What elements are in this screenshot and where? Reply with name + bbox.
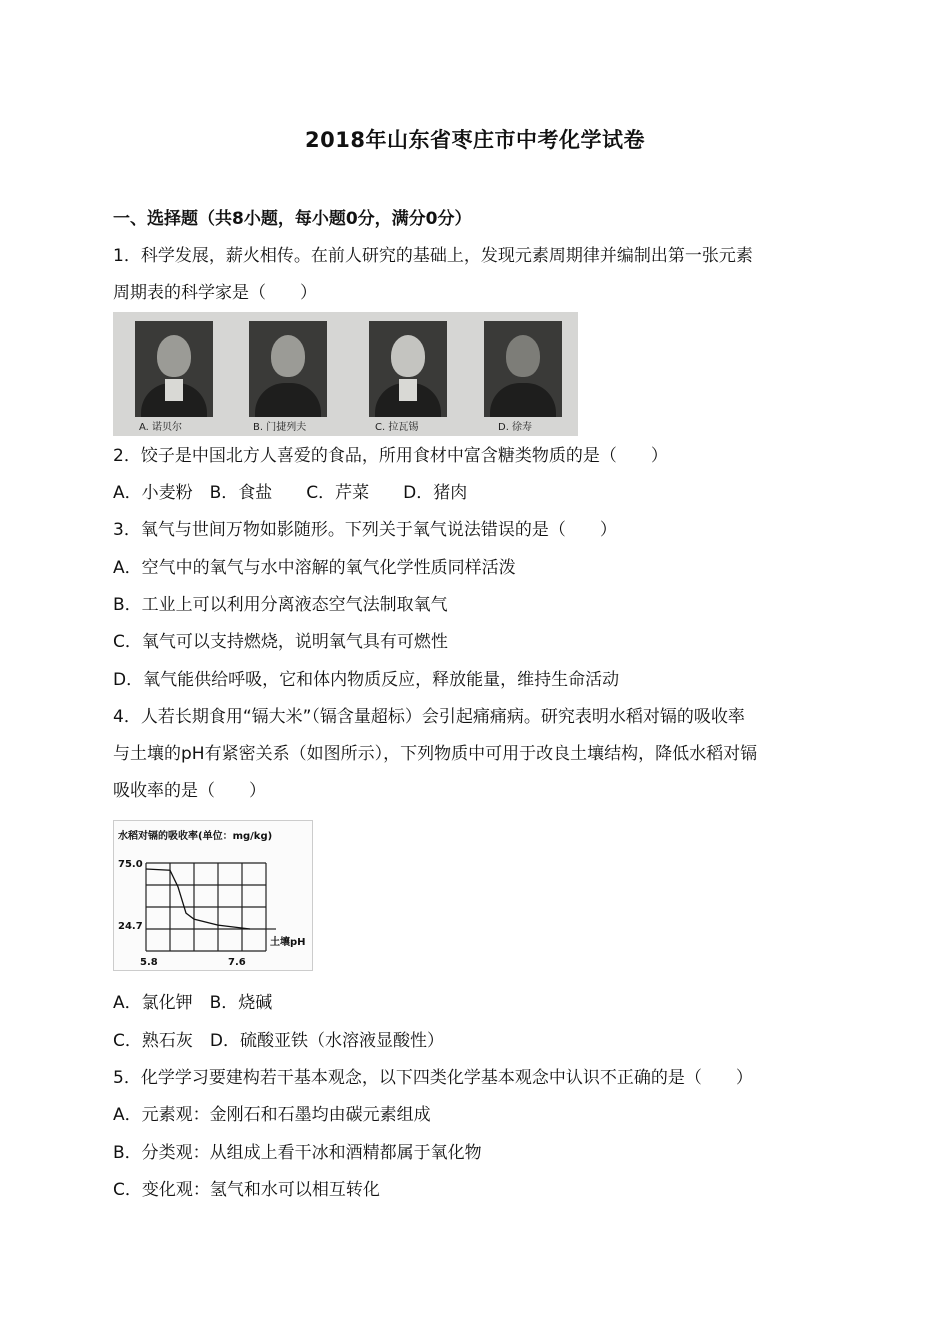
q4-stem-line2: 与土壤的pH有紧密关系（如图所示），下列物质中可用于改良土壤结构，降低水稻对镉 (113, 744, 758, 764)
q1-stem-line2: 周期表的科学家是（ ） (113, 283, 317, 303)
q2-stem: 2．饺子是中国北方人喜爱的食品，所用食材中富含糖类物质的是（ ） (113, 446, 668, 466)
portrait-a (135, 321, 213, 417)
q5-option-c: C．变化观：氢气和水可以相互转化 (113, 1180, 380, 1200)
portrait-b (249, 321, 327, 417)
y-tick-high: 75.0 (118, 859, 143, 870)
q4-options-cd: C．熟石灰 D．硫酸亚铁（水溶液显酸性） (113, 1031, 444, 1051)
q3-stem: 3．氧气与世间万物如影随形。下列关于氧气说法错误的是（ ） (113, 520, 617, 540)
q4-stem-line3: 吸收率的是（ ） (113, 781, 266, 801)
chart-plot (114, 821, 314, 972)
q3-option-c: C．氧气可以支持燃烧，说明氧气具有可燃性 (113, 632, 448, 652)
q2-options: A．小麦粉 B．食盐 C．芹菜 D．猪肉 (113, 483, 468, 503)
section-heading: 一、选择题（共8小题，每小题0分，满分0分） (113, 209, 472, 229)
chart-grid (146, 863, 276, 951)
q4-options-ab: A．氯化钾 B．烧碱 (113, 993, 273, 1013)
q5-option-b: B．分类观：从组成上看干冰和酒精都属于氧化物 (113, 1143, 482, 1163)
q5-stem: 5．化学学习要建构若干基本观念，以下四类化学基本观念中认识不正确的是（ ） (113, 1068, 753, 1088)
portrait-c-caption: C. 拉瓦锡 (375, 422, 419, 433)
q3-option-a: A．空气中的氧气与水中溶解的氧气化学性质同样活泼 (113, 558, 516, 578)
scientist-portraits (113, 312, 578, 436)
q3-option-b: B．工业上可以利用分离液态空气法制取氧气 (113, 595, 448, 615)
page-title: 2018年山东省枣庄市中考化学试卷 (305, 128, 645, 152)
portrait-d-caption: D. 徐寿 (498, 422, 533, 433)
x-tick-right: 7.6 (228, 957, 246, 968)
q4-stem-line1: 4．人若长期食用“镉大米”（镉含量超标）会引起痛痛病。研究表明水稻对镉的吸收率 (113, 707, 745, 727)
series-line (146, 869, 250, 929)
portrait-d (484, 321, 562, 417)
q1-stem-line1: 1．科学发展，薪火相传。在前人研究的基础上，发现元素周期律并编制出第一张元素 (113, 246, 753, 266)
portrait-a-caption: A. 诺贝尔 (139, 422, 183, 433)
x-axis-label: 土壤pH (270, 937, 306, 948)
portrait-c (369, 321, 447, 417)
cadmium-ph-chart (113, 820, 313, 971)
chart-title: 水稻对镉的吸收率(单位：mg/kg) (118, 831, 273, 842)
x-tick-left: 5.8 (140, 957, 158, 968)
y-tick-low: 24.7 (118, 921, 143, 932)
q5-option-a: A．元素观：金刚石和石墨均由碳元素组成 (113, 1105, 431, 1125)
q3-option-d: D．氧气能供给呼吸，它和体内物质反应，释放能量，维持生命活动 (113, 670, 620, 690)
portrait-b-caption: B. 门捷列夫 (253, 422, 307, 433)
